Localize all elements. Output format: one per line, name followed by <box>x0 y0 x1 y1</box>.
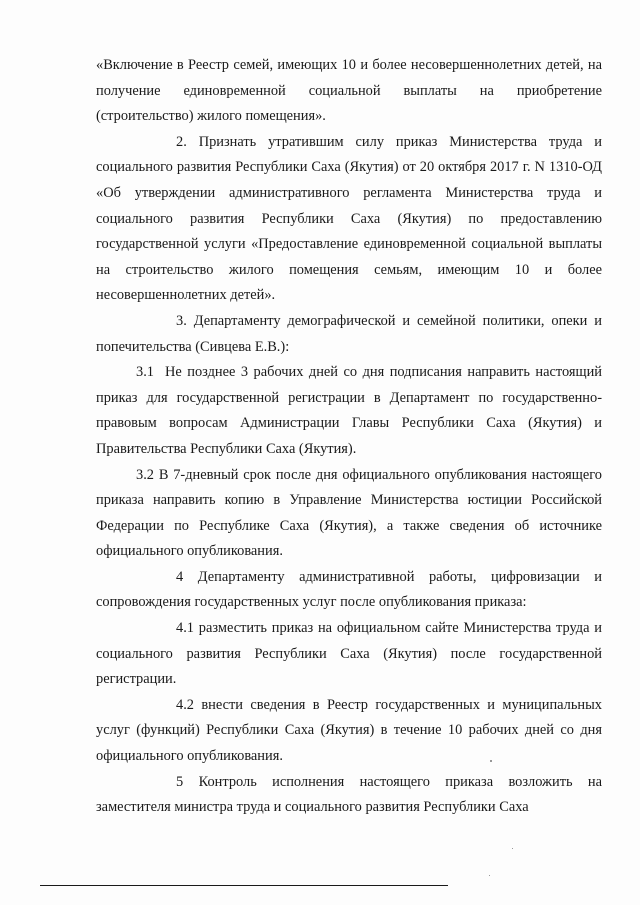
paragraph-4-2 <box>96 693 602 770</box>
paragraph-4-1 <box>96 616 602 693</box>
scan-speck <box>489 875 490 876</box>
paragraph-4-text: Департаменту административной работы, цифровизации и сопровождения государственных услуг после опубликования приказа: <box>96 568 602 611</box>
paragraph-4-1-number: 4.1 <box>176 620 194 637</box>
paragraph-3-2-text: В 7-дневный срок после дня официального опубликования настоящего приказа направить копию в Управление Министерства юстиции Российской Федерации по Республике Саха (Якутия), а также сведения об источнике официального опубликования. <box>96 466 602 560</box>
paragraph-3-1 <box>96 360 602 462</box>
scan-speck <box>512 848 513 849</box>
paragraph-3-number: 3. <box>176 312 187 329</box>
scan-speck <box>490 760 492 762</box>
paragraph-3-2-number: 3.2 <box>136 466 154 483</box>
paragraph-3-text: Департаменту демографической и семейной политики, опеки и попечительства (Сивцева Е.В.): <box>96 312 602 355</box>
paragraph-4-2-text: внести сведения в Реестр государственных и муниципальных услуг (функций) Республики Саха (Якутия) в течение 10 рабочих дней со дня официального опубликования. <box>96 696 602 765</box>
paragraph-5 <box>96 770 602 821</box>
paragraph-5-number: 5 <box>176 773 184 790</box>
document-body <box>96 53 602 821</box>
paragraph-4 <box>96 565 602 616</box>
paragraph-4-1-text: разместить приказ на официальном сайте Министерства труда и социального развития Республики Саха (Якутия) после государственной регистрации. <box>96 620 602 688</box>
paragraph-4-2-number: 4.2 <box>176 696 194 713</box>
paragraph-5-text: Контроль исполнения настоящего приказа возложить на заместителя министра труда и социального развития Республики Саха <box>96 773 602 816</box>
paragraph-4-number: 4 <box>176 568 184 585</box>
paragraph-3-1-text: Не позднее 3 рабочих дней со дня подписания направить настоящий приказ для государственной регистрации в Департамент по государственно-правовым вопросам Администрации Главы Республики Саха (Якутия) и Правительства Республики Саха (Якутия). <box>96 364 602 457</box>
paragraph-3-2 <box>96 463 602 565</box>
footnote-divider-line <box>40 885 448 886</box>
paragraph-2-number: 2. <box>176 133 187 150</box>
paragraph-2-text: Признать утратившим силу приказ Министерства труда и социального развития Республики Саха (Якутия) от 20 октября 2017 г. N 1310-ОД «Об утверждении административного регламента Министерства труда и социального развития Республики Саха (Якутия) по предоставлению государственной услуги «Предоставление единовременной социальной выплаты на строительство жилого помещения семьям, имеющим 10 и более несовершеннолетних детей». <box>96 133 602 304</box>
paragraph-1-continuation: «Включение в Реестр семей, имеющих 10 и более несовершеннолетних детей, на получение единовременной социальной выплаты на приобретение (строительство) жилого помещения». <box>96 57 602 125</box>
paragraph-2 <box>96 130 602 309</box>
paragraph-3 <box>96 309 602 360</box>
paragraph-3-1-number: 3.1 <box>136 364 154 381</box>
